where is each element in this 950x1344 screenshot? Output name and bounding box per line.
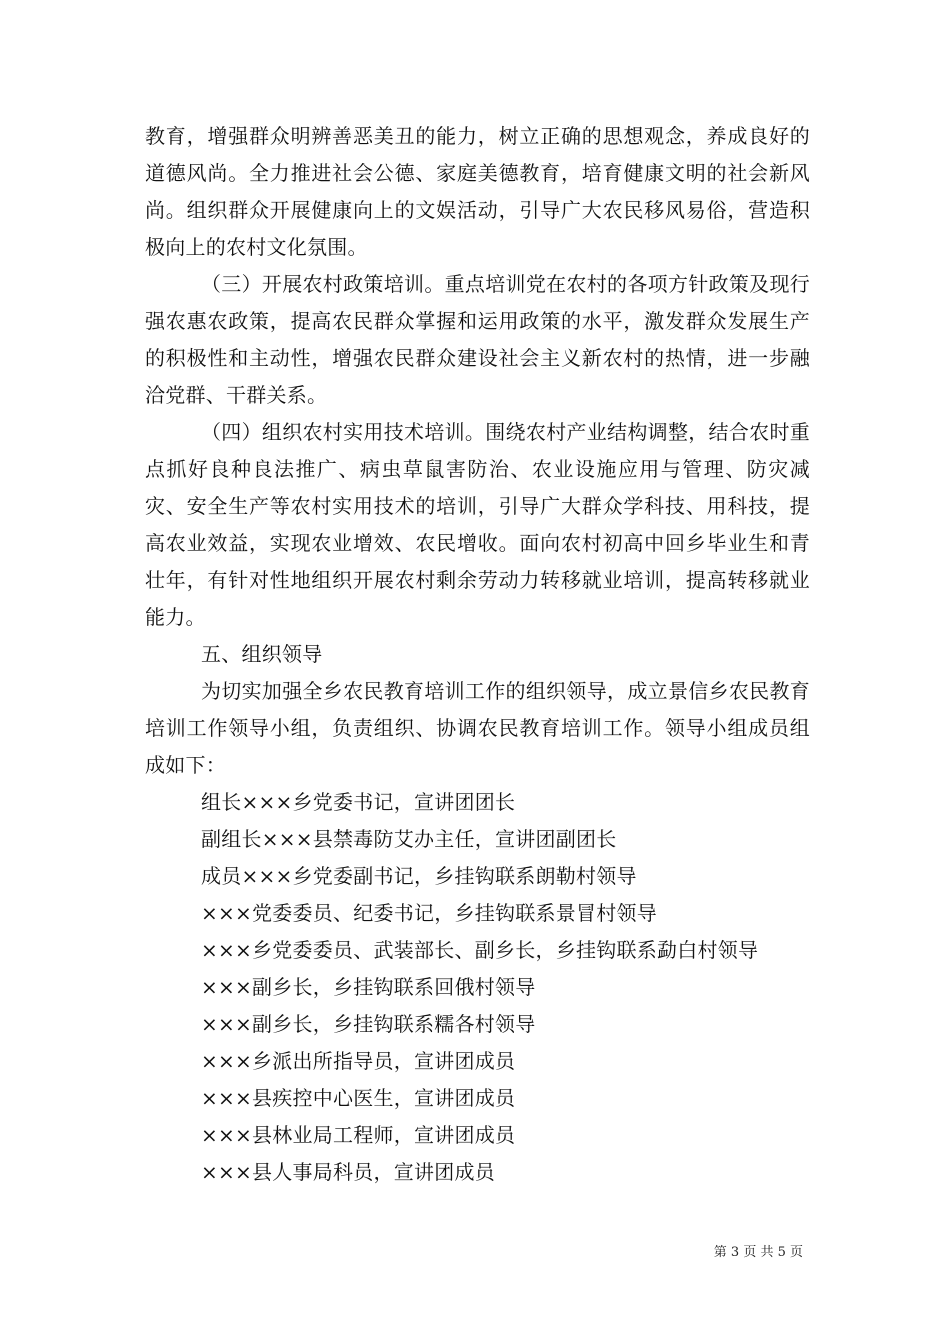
member-line: ×××县人事局科员，宣讲团成员 (201, 1160, 496, 1184)
section-heading-organization: 五、组织领导 (201, 642, 323, 666)
member-line: 组长×××乡党委书记，宣讲团团长 (201, 790, 516, 814)
member-line: ×××县林业局工程师，宣讲团成员 (201, 1123, 516, 1147)
paragraph-leadership-group: 为切实加强全乡农民教育培训工作的组织领导，成立景信乡农民教育培训工作领导小组，负责组织、协调农民教育培训工作。领导小组成员组成如下： (145, 679, 810, 777)
member-line: ×××副乡长，乡挂钩联系糯各村领导 (201, 1012, 536, 1036)
page-number: 第 3 页 共 5 页 (713, 1245, 803, 1260)
member-line: 成员×××乡党委副书记，乡挂钩联系朗勒村领导 (201, 864, 637, 888)
paragraph-policy-training: （三）开展农村政策培训。重点培训党在农村的各项方针政策及现行强农惠农政策，提高农民群众掌握和运用政策的水平，激发群众发展生产的积极性和主动性，增强农民群众建设社会主义新农村的热情，进一步融洽党群、干群关系。 (145, 272, 810, 407)
member-line: 副组长×××县禁毒防艾办主任，宣讲团副团长 (201, 827, 617, 851)
member-line: ×××党委委员、纪委书记，乡挂钩联系景冒村领导 (201, 901, 658, 925)
member-line: ×××乡派出所指导员，宣讲团成员 (201, 1049, 516, 1073)
member-line: ×××县疾控中心医生，宣讲团成员 (201, 1086, 516, 1110)
paragraph-education: 教育，增强群众明辨善恶美丑的能力，树立正确的思想观念，养成良好的道德风尚。全力推进社会公德、家庭美德教育，培育健康文明的社会新风尚。组织群众开展健康向上的文娱活动，引导广大农民移风易俗，营造积极向上的农村文化氛围。 (145, 124, 810, 259)
member-line: ×××乡党委委员、武装部长、副乡长，乡挂钩联系勐白村领导 (201, 938, 759, 962)
paragraph-tech-training: （四）组织农村实用技术培训。围绕农村产业结构调整，结合农时重点抓好良种良法推广、病虫草鼠害防治、农业设施应用与管理、防灾减灾、安全生产等农村实用技术的培训，引导广大群众学科技、用科技，提高农业效益，实现农业增效、农民增收。面向农村初高中回乡毕业生和青壮年，有针对性地组织开展农村剩余劳动力转移就业培训，提高转移就业能力。 (145, 420, 810, 629)
body-text (145, 118, 810, 1191)
member-line: ×××副乡长，乡挂钩联系回俄村领导 (201, 975, 536, 999)
